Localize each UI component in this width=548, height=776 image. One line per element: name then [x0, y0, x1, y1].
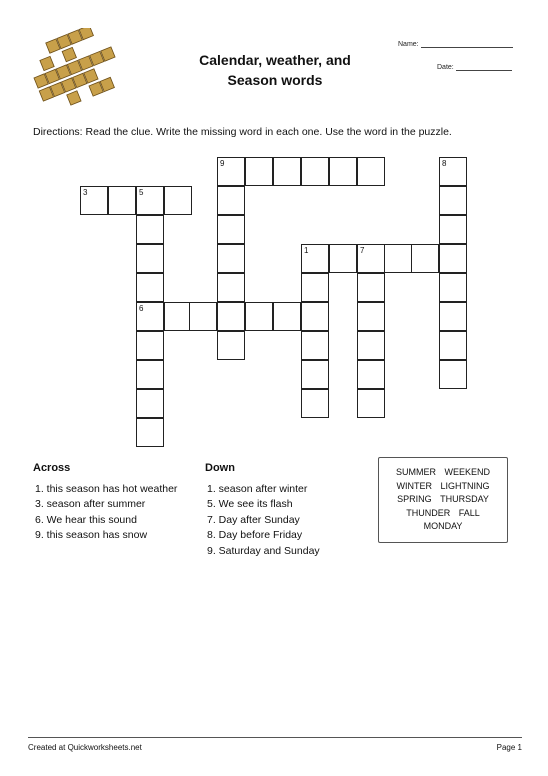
crossword-cell[interactable]	[439, 302, 467, 331]
name-label: Name:	[398, 41, 419, 48]
crossword-cell[interactable]	[136, 418, 164, 447]
crossword-cell[interactable]	[108, 186, 136, 215]
crossword-cell[interactable]	[357, 157, 385, 186]
word-bank-word: LIGHTNING	[440, 480, 490, 491]
crossword-cell[interactable]	[301, 302, 329, 331]
crossword-cell[interactable]	[357, 331, 385, 360]
word-bank-word: WEEKEND	[444, 467, 491, 477]
crossword-cell[interactable]	[439, 244, 467, 273]
down-clue: 8. Day before Friday	[207, 529, 303, 541]
crossword-cell[interactable]	[357, 302, 385, 331]
footer-page-number: Page 1	[496, 743, 522, 752]
across-clues	[33, 461, 177, 544]
crossword-cell[interactable]	[217, 302, 245, 331]
down-clue: 7. Day after Sunday	[207, 513, 300, 526]
word-bank-row	[379, 466, 507, 480]
crossword-cell[interactable]: 1	[301, 244, 329, 273]
name-field	[398, 41, 513, 48]
crossword-cell[interactable]	[439, 186, 467, 215]
across-clue: 6. We hear this sound	[35, 513, 137, 526]
word-bank-word: THUNDER	[406, 507, 451, 518]
word-bank-word: SUMMER	[395, 467, 436, 477]
crossword-cell[interactable]	[301, 360, 329, 389]
footer-credit: Created at Quickworksheets.net	[28, 743, 142, 752]
crossword-cell[interactable]	[301, 331, 329, 360]
crossword-cell[interactable]: 5	[136, 186, 164, 215]
crossword-cell[interactable]	[217, 273, 245, 302]
word-bank-word: THURSDAY	[440, 494, 489, 504]
scrabble-tiles-logo	[20, 28, 130, 113]
across-clue: 9. this season has snow	[35, 529, 148, 541]
down-clue: 1. season after winter	[207, 482, 308, 495]
crossword-cell[interactable]	[439, 360, 467, 389]
word-bank-word: MONDAY	[423, 521, 463, 531]
directions-text: Directions: Read the clue. Write the missing word in each one. Use the word in the puzzle.	[33, 126, 452, 138]
crossword-cell[interactable]: 3	[80, 186, 108, 215]
crossword-cell[interactable]: 7	[357, 244, 385, 273]
crossword-cell[interactable]	[384, 244, 412, 273]
page-title	[150, 50, 400, 90]
crossword-cell[interactable]	[217, 244, 245, 273]
crossword-cell[interactable]	[136, 273, 164, 302]
crossword-cell[interactable]	[357, 360, 385, 389]
crossword-cell[interactable]	[136, 244, 164, 273]
crossword-cell[interactable]	[411, 244, 439, 273]
crossword-cell[interactable]	[217, 331, 245, 360]
date-label: Date:	[437, 64, 454, 71]
crossword-cell[interactable]	[136, 215, 164, 244]
crossword-cell[interactable]	[273, 157, 301, 186]
name-line[interactable]	[421, 47, 513, 48]
crossword-cell[interactable]	[164, 186, 192, 215]
word-bank-word: WINTER	[396, 480, 432, 491]
down-clue: 9. Saturday and Sunday	[207, 544, 320, 557]
crossword-cell[interactable]	[217, 186, 245, 215]
crossword-cell[interactable]	[439, 331, 467, 360]
crossword-cell[interactable]	[136, 360, 164, 389]
crossword-cell[interactable]	[136, 331, 164, 360]
crossword-cell[interactable]	[136, 389, 164, 418]
down-heading: Down	[205, 462, 235, 474]
crossword-cell[interactable]	[301, 157, 329, 186]
title-line-1: Calendar, weather, and	[199, 52, 351, 68]
crossword-cell[interactable]	[329, 244, 357, 273]
crossword-cell[interactable]: 6	[136, 302, 164, 331]
crossword-cell[interactable]	[273, 302, 301, 331]
word-bank-word: SPRING	[397, 494, 432, 504]
word-bank-row	[379, 507, 507, 521]
crossword-cell[interactable]	[164, 302, 192, 331]
page-footer	[28, 737, 522, 752]
across-heading: Across	[33, 462, 71, 474]
word-bank-row	[379, 480, 507, 494]
across-clue: 1. this season has hot weather	[35, 482, 178, 495]
date-line[interactable]	[456, 70, 512, 71]
down-clue: 5. We see its flash	[207, 498, 293, 510]
title-line-2: Season words	[227, 72, 323, 88]
crossword-cell[interactable]	[357, 389, 385, 418]
crossword-cell[interactable]: 8	[439, 157, 467, 186]
crossword-cell[interactable]	[439, 215, 467, 244]
crossword-cell[interactable]	[301, 273, 329, 302]
crossword-cell[interactable]	[439, 273, 467, 302]
crossword-cell[interactable]	[357, 273, 385, 302]
crossword-cell[interactable]	[245, 157, 273, 186]
crossword-cell[interactable]	[217, 215, 245, 244]
word-bank-word: FALL	[458, 507, 480, 518]
crossword-cell[interactable]: 9	[217, 157, 245, 186]
crossword-cell[interactable]	[245, 302, 273, 331]
crossword-cell[interactable]	[329, 157, 357, 186]
down-clues	[205, 461, 320, 559]
word-bank-row	[379, 493, 507, 507]
crossword-cell[interactable]	[301, 389, 329, 418]
word-bank	[378, 457, 508, 543]
across-clue: 3. season after summer	[35, 498, 146, 510]
crossword-cell[interactable]	[189, 302, 217, 331]
word-bank-row	[379, 520, 507, 534]
date-field	[437, 64, 512, 71]
